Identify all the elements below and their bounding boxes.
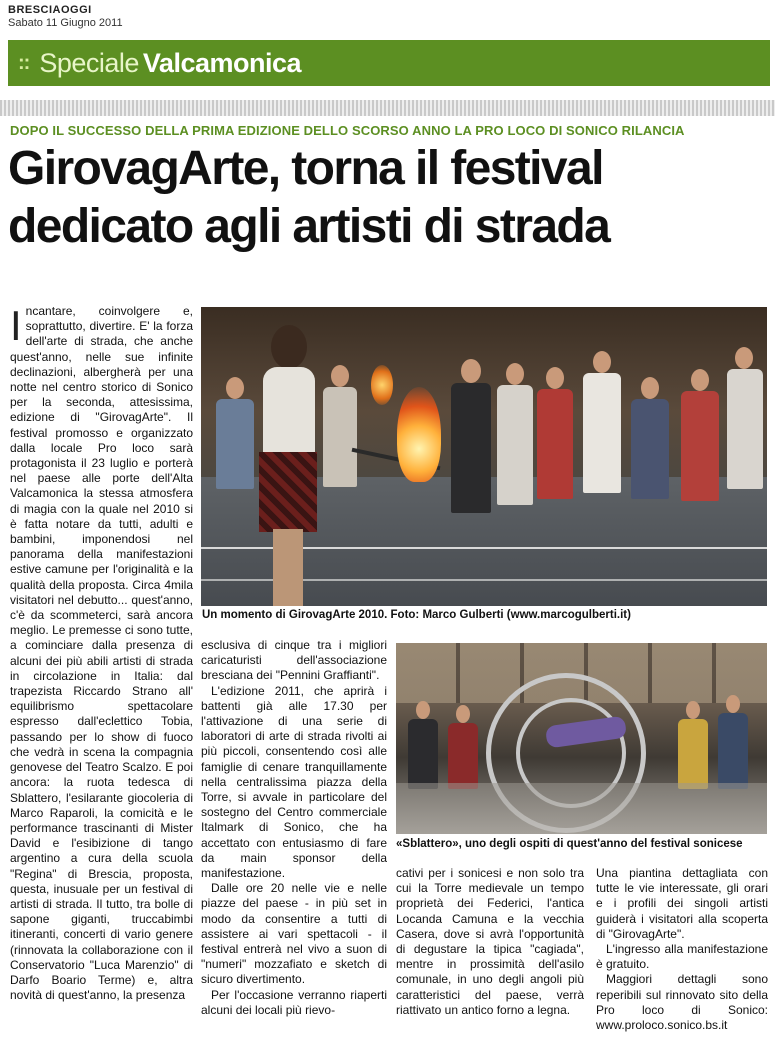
column-2-paragraph: Dalle ore 20 nelle vie e nelle piazze del paese - in più set in modo da consentire a tutti di assistere ai vari spettacoli - il festival entrerà nel vivo a suon di "numeri" mozzafiato e sketch di sicuro divertimento. [201, 881, 387, 987]
column-2-paragraph: Per l'occasione verranno riaperti alcuni dei locali più rievo- [201, 987, 387, 1017]
spectator [727, 369, 763, 489]
spectator-head [331, 365, 349, 387]
issue-date: Sabato 11 Giugno 2011 [8, 17, 123, 29]
newspaper-name: BRESCIAOGGI [8, 4, 92, 16]
section-banner [8, 40, 770, 86]
spectator [631, 399, 669, 499]
column-1-text [10, 304, 193, 1003]
spectator [583, 373, 621, 493]
spectator-head [593, 351, 611, 373]
spectator-head [735, 347, 753, 369]
spectator [448, 723, 478, 789]
spectator-head [461, 359, 481, 383]
juggler-head [271, 325, 307, 369]
spectator-head [506, 363, 524, 385]
column-4-paragraph: Una piantina dettagliata con tutte le vie interessate, gli orari e i profili dei singoli artisti guiderà i visitatori alla scoperta di "GirovagArte". [596, 866, 768, 941]
photo-ground [396, 783, 767, 834]
article-kicker: DOPO IL SUCCESSO DELLA PRIMA EDIZIONE DELLO SCORSO ANNO LA PRO LOCO DI SONICO RILANCIA [10, 123, 685, 138]
column-4-paragraph: L'ingresso alla manifestazione è gratuito. [596, 942, 768, 972]
juggler-shirt [263, 367, 315, 457]
spectator [537, 389, 573, 499]
spectator [323, 387, 357, 487]
column-2-paragraph: L'edizione 2011, che aprirà i battenti già alle 17.30 per l'attivazione di una serie di laboratori di arte di strada rivolti ai più piccoli, consentendo così alle famiglie di cenare tranquillamente nella centralissima piazza della Torre, si avvale in particolare del sostegno del Centro commerciale Italmark di Sonico, che ha accettato con entusiasmo di fare da main sponsor della manifestazione. [201, 683, 387, 881]
article-column-1 [10, 304, 193, 1042]
flame [371, 365, 393, 405]
spectator-head [726, 695, 740, 713]
article-column-4 [596, 866, 768, 1042]
divider-rule [0, 100, 775, 116]
photo-1-caption: Un momento di GirovagArte 2010. Foto: Marco Gulberti (www.marcogulberti.it) [202, 609, 631, 621]
spectator [497, 385, 533, 505]
section-prefix: Speciale [39, 47, 139, 78]
column-2-paragraph: esclusiva di cinque tra i migliori caricaturisti dell'associazione bresciana dei "Pennini Graffianti". [201, 638, 387, 683]
juggler-legs [273, 529, 303, 606]
spectator-head [546, 367, 564, 389]
article-headline: GirovagArte, torna il festival dedicato agli artisti di strada [8, 142, 610, 253]
spectator [678, 719, 708, 789]
spectator [216, 399, 254, 489]
section-name: Valcamonica [142, 47, 302, 78]
column-1-paragraph: ncantare, coinvolgere e, soprattutto, divertire. E' la forza dell'arte di strada, che anche quest'anno, nelle sue infinite declinazioni, albergherà per una notte nel centro storico di Sonico per la seconda, attesissima, edizione di "GirovagArte". Il festival promosso e organizzato dalla locale Pro loco sarà protagonista il 23 luglio e porterà nel paese alle porte dell'Alta Valcamonica la stessa atmosfera di magia con la quale nel 2010 si è fatta notare da tutti, adulti e bambini, imponendosi nel panorama della manifestazioni estive camune per l'originalità e la qualità della proposta. Circa 4mila visitatori nel debutto... quest'anno, c'è da scommeterci, sarà ancora meglio. Le premesse ci sono tutte, a cominciare dalla presenza di alcuni dei più abili artisti di strada in circolazione in Italia: dal trapezista Riccardo Strano all' equilibrismo spettacolare espresso dall'eclettico Tobia, passando per lo show di fuoco che vedrà in scena la compagnia genovese del Teatro Scalzo. E poi ancora: la ruota tedesca di Sblattero, l'esilarante giocoleria di Marco Raparoli, la comicità e le performance trascinanti di Mister David e l'esibizione di tango argentino a cura della scuola "Regina" di Brescia, proposta, questa, inusuale per un festival di artisti di strada. Il tutto, tra bolle di sapone giganti, truccabimbi itineranti, concerti di vario genere (rinnovata la collaborazione con il Conservatorio "Luca Marenzio" di Darfo Boario Terme) e, altra novità di quest'anno, la presenza [10, 304, 193, 1003]
photo-fire-juggler [201, 307, 767, 606]
spectator [451, 383, 491, 513]
spectator-head [416, 701, 430, 719]
spectator-head [456, 705, 470, 723]
banner-dots-icon: :: [18, 51, 30, 74]
article-column-2 [201, 638, 387, 1042]
masthead [8, 4, 123, 29]
photo-2-caption: «Sblattero», uno degli ospiti di quest'anno del festival sonicese [396, 838, 743, 850]
spectator [681, 391, 719, 501]
juggler-kilt [259, 452, 317, 532]
article-column-3 [396, 866, 584, 1042]
spectator-head [686, 701, 700, 719]
column-4-paragraph: Maggiori dettagli sono reperibili sul rinnovato sito della Pro loco di Sonico: www.proloco.sonico.bs.it [596, 972, 768, 1033]
column-3-paragraph: cativi per i sonicesi e non solo tra cui la Torre medievale un tempo proprietà dei Federici, l'antica Locanda Camuna e la vecchia Casera, dove si avrà l'opportunità di degustare la tipica "cagiada", mentre in prossimità dell'asilo comunale, in uno degli angoli più caratteristici del paese, verrà riattivato un antico forno a legna. [396, 866, 584, 1017]
drop-cap: I [10, 304, 22, 349]
flame [397, 387, 441, 482]
photo-sblattero-wheel [396, 643, 767, 834]
spectator [718, 713, 748, 789]
spectator-head [691, 369, 709, 391]
spectator-head [641, 377, 659, 399]
spectator [408, 719, 438, 789]
spectator-head [226, 377, 244, 399]
